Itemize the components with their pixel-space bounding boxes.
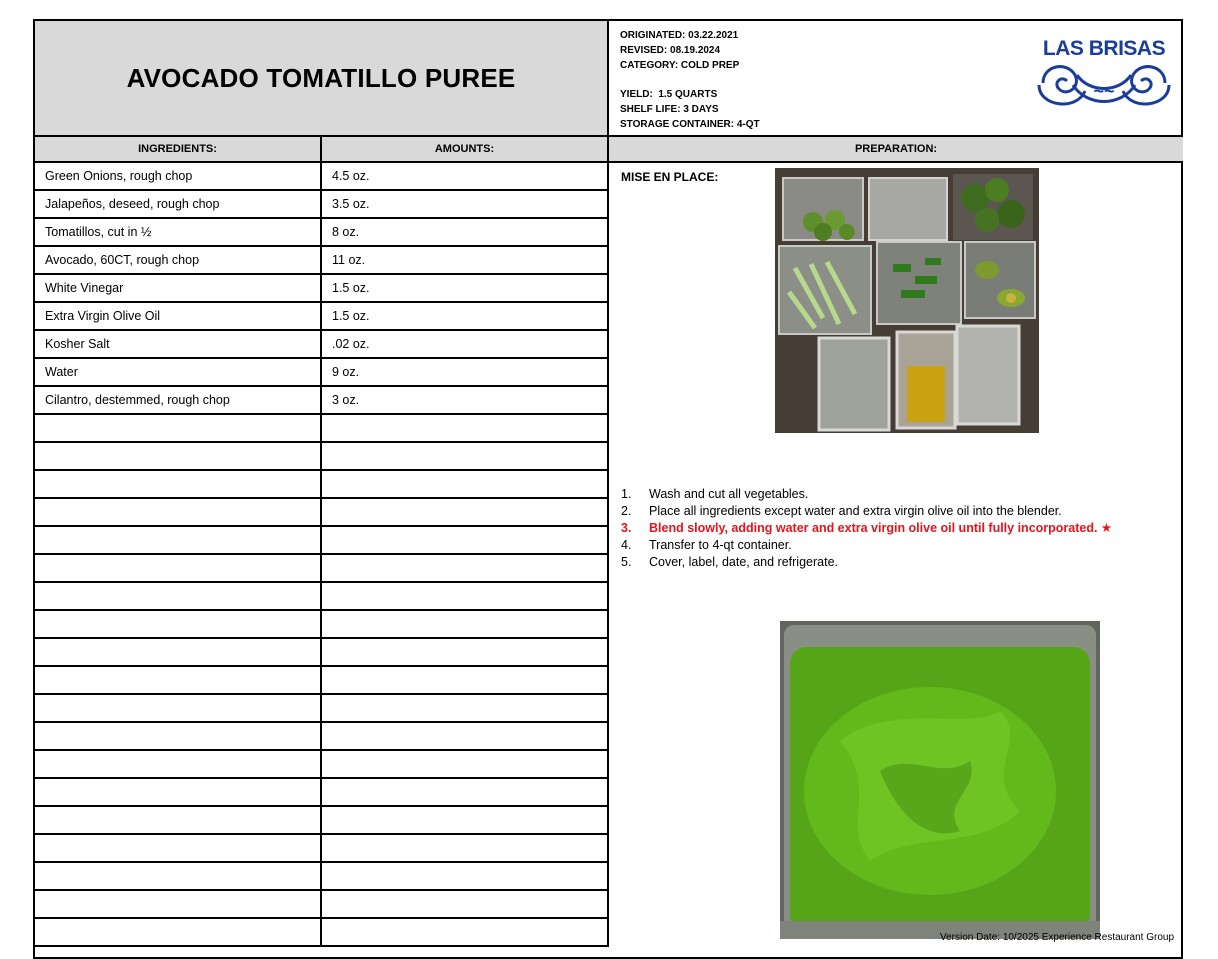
las-brisas-logo [1037,35,1171,113]
table-row [35,835,609,863]
table-row [35,247,609,275]
table-row [35,891,609,919]
amount-cell: 9 oz. [322,359,609,385]
recipe-sheet [33,19,1183,959]
table-row [35,443,609,471]
amount-cell: 11 oz. [322,247,609,273]
ingredient-cell: Water [35,359,322,385]
title-cell [35,21,609,137]
amount-cell [322,555,609,581]
ingredient-cell: Kosher Salt [35,331,322,357]
mise-en-place-label: MISE EN PLACE: [621,170,719,184]
ingredient-cell [35,415,322,441]
amount-cell [322,863,609,889]
table-row [35,639,609,667]
step-text: Place all ingredients except water and extra virgin olive oil into the blender. [649,504,1062,518]
table-row [35,583,609,611]
step-number: 3. [621,521,632,535]
ingredient-cell [35,835,322,861]
amount-cell [322,471,609,497]
ingredient-cell [35,863,322,889]
step-text: Cover, label, date, and refrigerate. [649,555,839,569]
amount-cell [322,583,609,609]
amount-cell [322,415,609,441]
table-row [35,163,609,191]
table-row [35,807,609,835]
ingredient-cell [35,695,322,721]
table-row [35,611,609,639]
table-row [35,387,609,415]
amount-cell [322,807,609,833]
ingredient-cell: Jalapeños, deseed, rough chop [35,191,322,217]
step-number: 4. [621,538,632,552]
preparation-step [621,554,1112,571]
table-row [35,303,609,331]
recipe-title: AVOCADO TOMATILLO PUREE [126,62,516,93]
table-row [35,667,609,695]
revised-date: REVISED: 08.19.2024 [620,45,721,56]
table-row [35,191,609,219]
amount-cell [322,919,609,945]
shelf-life: SHELF LIFE: 3 DAYS [620,104,719,115]
amount-cell [322,611,609,637]
amount-cell [322,695,609,721]
amount-cell: 8 oz. [322,219,609,245]
ingredient-cell: Tomatillos, cut in ½ [35,219,322,245]
preparation-area [611,163,1183,959]
amounts-header: AMOUNTS: [322,137,609,163]
svg-text:LAS BRISAS: LAS BRISAS [1042,37,1166,60]
ingredient-cell [35,779,322,805]
ingredient-cell [35,443,322,469]
step-number: 5. [621,555,632,569]
ingredient-cell: Extra Virgin Olive Oil [35,303,322,329]
amount-cell: 3 oz. [322,387,609,413]
amount-cell [322,499,609,525]
preparation-step [621,486,1112,503]
amount-cell: .02 oz. [322,331,609,357]
preparation-steps [621,486,1112,571]
table-row [35,751,609,779]
ingredient-cell [35,555,322,581]
table-row [35,723,609,751]
table-row [35,779,609,807]
table-row [35,527,609,555]
amount-cell [322,527,609,553]
amount-cell: 1.5 oz. [322,275,609,301]
table-row [35,471,609,499]
ingredient-table [35,163,609,947]
table-row [35,555,609,583]
category: CATEGORY: COLD PREP [620,60,740,71]
table-row [35,415,609,443]
amount-cell [322,779,609,805]
ingredient-cell [35,667,322,693]
amount-cell [322,639,609,665]
version-footer: Version Date: 10/2025 Experience Restaurant Group [940,932,1175,943]
finished-puree-photo [780,621,1100,939]
table-row [35,359,609,387]
preparation-step [621,537,1112,554]
ingredient-cell [35,527,322,553]
ingredient-cell [35,471,322,497]
ingredient-cell: Cilantro, destemmed, rough chop [35,387,322,413]
ingredients-header: INGREDIENTS: [35,137,322,163]
table-row [35,499,609,527]
ingredient-cell [35,891,322,917]
svg-text:~~: ~~ [1093,81,1115,101]
amount-cell: 4.5 oz. [322,163,609,189]
table-row [35,275,609,303]
ingredient-cell [35,499,322,525]
preparation-step [621,520,1112,537]
amount-cell [322,835,609,861]
step-number: 2. [621,504,632,518]
ingredient-cell [35,807,322,833]
amount-cell: 3.5 oz. [322,191,609,217]
ingredient-cell [35,723,322,749]
amount-cell [322,723,609,749]
originated-date: ORIGINATED: 03.22.2021 [620,30,739,41]
step-text: Wash and cut all vegetables. [649,487,809,501]
table-row [35,863,609,891]
preparation-header: PREPARATION: [609,137,1183,163]
ingredient-cell [35,639,322,665]
ingredient-cell: Green Onions, rough chop [35,163,322,189]
step-text: Transfer to 4-qt container. [649,538,792,552]
amount-cell [322,667,609,693]
amount-cell [322,443,609,469]
yield: YIELD: 1.5 QUARTS [620,89,718,100]
step-text: Blend slowly, adding water and extra virgin olive oil until fully incorporated. ★ [649,521,1113,535]
table-row [35,919,609,947]
step-number: 1. [621,487,632,501]
amount-cell [322,891,609,917]
ingredient-cell [35,751,322,777]
ingredient-cell [35,919,322,945]
amount-cell [322,751,609,777]
mise-en-place-photo [775,168,1039,433]
table-row [35,219,609,247]
preparation-step [621,503,1112,520]
ingredient-cell: Avocado, 60CT, rough chop [35,247,322,273]
meta-cell [609,21,1183,137]
table-row [35,695,609,723]
ingredient-cell [35,583,322,609]
storage-container: STORAGE CONTAINER: 4-QT [620,119,760,130]
table-row [35,331,609,359]
amount-cell: 1.5 oz. [322,303,609,329]
ingredient-cell [35,611,322,637]
ingredient-cell: White Vinegar [35,275,322,301]
